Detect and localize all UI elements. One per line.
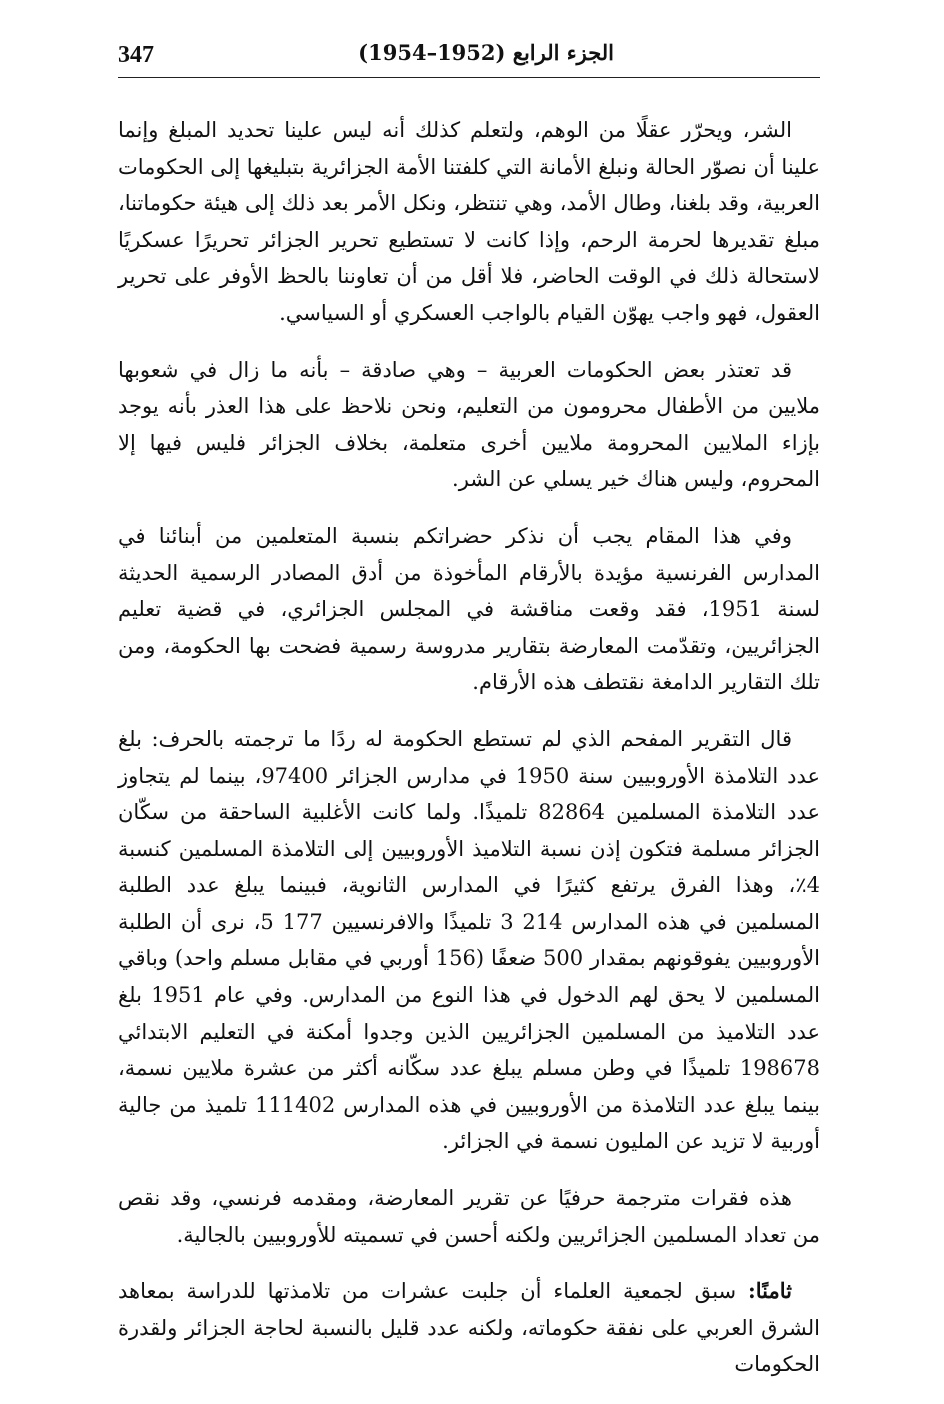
paragraph-6-text: سبق لجمعية العلماء أن جلبت عشرات من تلامذتها للدراسة بمعاهد الشرق العربي على نفقة حكوماته، ولكنه عدد قليل بالنسبة لحاجة الجزائر ولقدرة الحكومات: [118, 1279, 820, 1377]
header-rule: [118, 77, 820, 78]
page-header: [118, 38, 820, 78]
running-title: الجزء الرابع (1952–1954): [358, 40, 614, 65]
paragraph-2: قد تعتذر بعض الحكومات العربية – وهي صادقة – بأنه ما زال في شعوبها ملايين من الأطفال محرومون من التعليم، ونحن نلاحظ على هذا العذر بأنه يوجد بإزاء الملايين المحرومة ملايين أخرى متعلمة، بخلاف الجزائر فليس فيها إلا المحروم، وليس هناك خير يسلي عن الشر.: [118, 357, 820, 492]
page-number: 347: [118, 42, 154, 68]
body-text: [118, 112, 820, 1403]
paragraph-3: وفي هذا المقام يجب أن نذكر حضراتكم بنسبة المتعلمين من أبنائنا في المدارس الفرنسية مؤيدة بالأرقام المأخوذة من أدق المصادر الرسمية الحديثة لسنة 1951، فقد وقعت مناقشة في المجلس الجزائري، في قضية تعليم الجزائريين، وتقدّمت المعارضة بتقارير مدروسة رسمية فضحت بها الحكومة، ومن تلك التقارير الدامغة نقتطف هذه الأرقام.: [118, 523, 821, 695]
paragraph-1: الشر، ويحرّر عقلًا من الوهم، ولتعلم كذلك أنه ليس علينا تحديد المبلغ وإنما علينا أن نصوّر الحالة ونبلغ الأمانة التي كلفتنا الأمة الجزائرية بتبليغها إلى الحكومات العربية، وقد بلغنا، وطال الأمد، وهي تنتظر، ونكل الأمر بعد ذلك إلى هيئة حكوماتنا، مبلغ تقديرها لحرمة الرحم، وإذا كانت لا تستطيع تحرير الجزائر تحريرًا عسكريًا لاستحالة ذلك في الوقت الحاضر، فلا أقل من أن تعاوننا بالحظ الأوفر على تحرير العقول، فهو واجب يهوّن القيام بالواجب العسكري أو السياسي.: [117, 118, 820, 325]
paragraph-lead-word: ثامنًا:: [748, 1278, 792, 1304]
paragraph-5: هذه فقرات مترجمة حرفيًا عن تقرير المعارضة، ومقدمه فرنسي، وقد نقص من تعداد المسلمين الجزائريين ولكنه أحسن في تسميته للأوروبيين بالجالية.: [118, 1186, 820, 1247]
paragraph-4: قال التقرير المفحم الذي لم تستطع الحكومة له ردًا ما ترجمته بالحرف: بلغ عدد التلامذة الأوروبيين سنة 1950 في مدارس الجزائر 97400، بينما لم يتجاوز عدد التلامذة المسلمين 82864 تلميذًا. ولما كانت الأغلبية الساحقة من سكّان الجزائر مسلمة فتكون إذن نسبة التلاميذ الأوروبيين إلى التلامذة المسلمين كنسبة 4٪، وهذا الفرق يرتفع كثيرًا في المدارس الثانوية، فبينما يبلغ عدد الطلبة المسلمين في هذه المدارس 214 3 تلميذًا والافرنسيين 177 5، نرى أن الطلبة الأوروبيين يفوقونهم بمقدار 500 ضعفًا (156 أوربي في مقابل مسلم واحد) وباقي المسلمين لا يحق لهم الدخول في هذا النوع من المدارس. وفي عام 1951 بلغ عدد التلاميذ من المسلمين الجزائريين الذين وجدوا أمكنة في التعليم الابتدائي 198678 تلميذًا في وطن مسلم يبلغ عدد سكّانه أكثر من عشرة ملايين نسمة، بينما يبلغ عدد التلامذة من الأوروبيين في هذه المدارس 111402 تلميذ من جالية أوربية لا تزيد عن المليون نسمة في الجزائر.: [118, 726, 821, 1154]
paragraph-6: [118, 1273, 820, 1383]
